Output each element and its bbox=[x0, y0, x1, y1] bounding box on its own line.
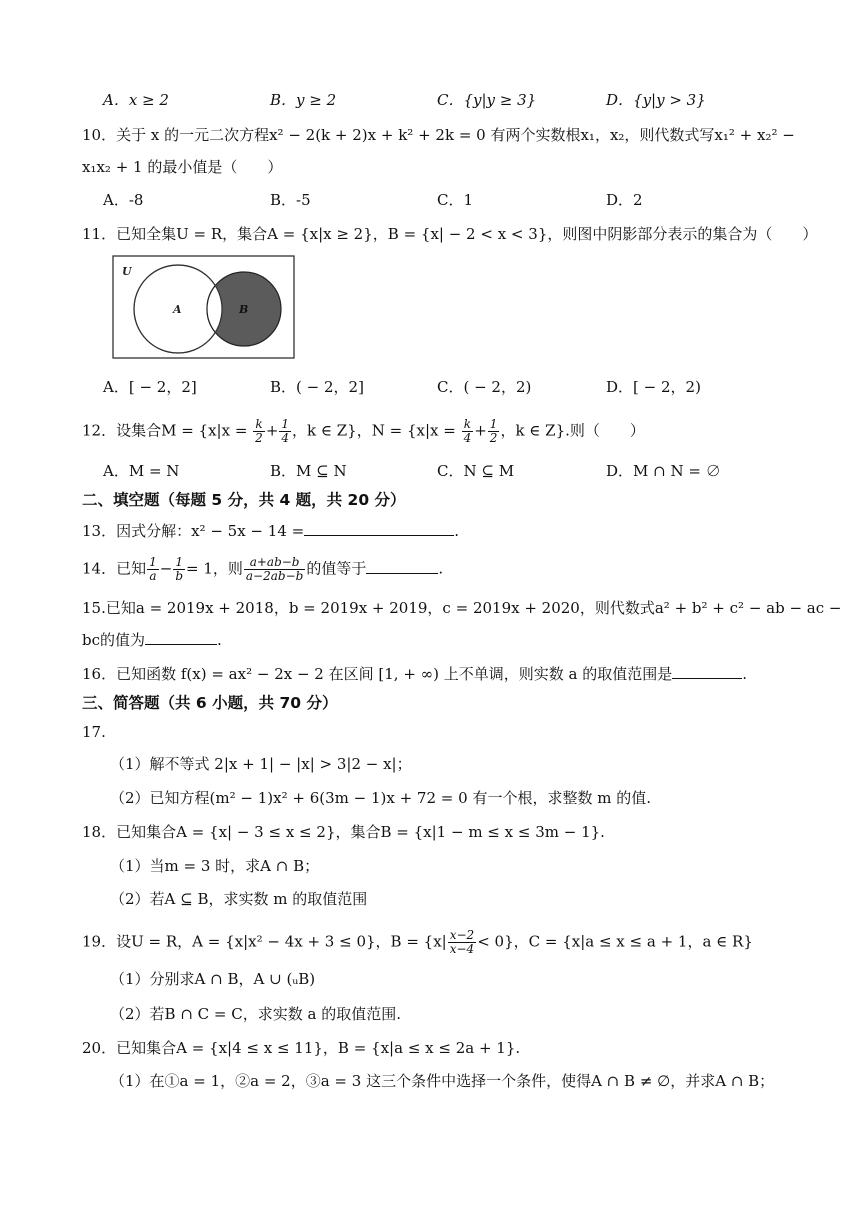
q14-answer-blank[interactable] bbox=[366, 559, 438, 574]
q19-fraction: $\frac{x-2}{x-4}$ bbox=[449, 928, 475, 956]
q12-fraction-2: $\frac{1}{4}$ bbox=[281, 417, 290, 445]
q19-suffix: < 0}，C = {x|a ≤ x ≤ a + 1，a ∈ R} bbox=[477, 932, 753, 951]
q14-prefix: 14．已知 bbox=[82, 559, 147, 578]
q20-part-1: （1）在①a = 1，②a = 2，③a = 3 这三个条件中选择一个条件，使得A ∩ B ≠ ∅，并求A ∩ B； bbox=[110, 1072, 775, 1090]
q12-option-b: B．M ⊆ N bbox=[270, 462, 347, 480]
q20-stem: 20．已知集合A = {x|4 ≤ x ≤ 11}，B = {x|a ≤ x ≤ 2a + 1}. bbox=[82, 1039, 521, 1057]
q15-stem-line1: 15.已知a = 2019x + 2018，b = 2019x + 2019，c = 2019x + 2020，则代数式a² + b² + c² − ab − ac − bbox=[82, 599, 842, 617]
venn-label-a: A bbox=[173, 303, 182, 316]
q12-mid: ，k ∈ Z}，N = {x|x = bbox=[292, 421, 461, 440]
venn-label-b: B bbox=[239, 303, 249, 316]
q18-part-2: （2）若A ⊆ B，求实数 m 的取值范围 bbox=[110, 890, 368, 908]
q19-part-2: （2）若B ∩ C = C，求实数 a 的取值范围. bbox=[110, 1005, 401, 1023]
q15-answer-blank[interactable] bbox=[145, 630, 217, 645]
section-2-heading: 二、填空题（每题 5 分，共 4 题，共 20 分） bbox=[82, 491, 406, 509]
q10-stem-line2: x₁x₂ + 1 的最小值是（ ） bbox=[82, 158, 283, 176]
q12-fraction-4: $\frac{1}{2}$ bbox=[489, 417, 498, 445]
q14-fraction-2: $\frac{1}{b}$ bbox=[175, 555, 183, 583]
q11-option-d: D．[ − 2，2) bbox=[606, 378, 701, 396]
q12-prefix: 12．设集合M = {x|x = bbox=[82, 421, 253, 440]
q9-option-b: B．y ≥ 2 bbox=[270, 91, 337, 109]
q19-stem bbox=[82, 929, 753, 956]
q16-answer-blank[interactable] bbox=[672, 664, 742, 679]
question-13: 13．因式分解：x² − 5x − 14 = . bbox=[82, 522, 459, 540]
q12-plus-2: + bbox=[474, 421, 487, 440]
q9-option-c: C．{y|y ≥ 3} bbox=[437, 91, 537, 109]
q13-answer-blank[interactable] bbox=[304, 521, 454, 536]
q12-plus-1: + bbox=[265, 421, 279, 440]
q14-fraction-3: $\frac{a+ab-b}{a-2ab-b}$ bbox=[245, 555, 304, 583]
q12-option-c: C．N ⊆ M bbox=[437, 462, 515, 480]
q17-part-2: （2）已知方程(m² − 1)x² + 6(3m − 1)x + 72 = 0 有一个根，求整数 m 的值. bbox=[110, 789, 651, 807]
q12-stem bbox=[82, 418, 645, 445]
q11-option-b: B．( − 2，2] bbox=[270, 378, 364, 396]
q10-option-a: A．-8 bbox=[103, 191, 144, 209]
q12-suffix: ，k ∈ Z}.则（ ） bbox=[500, 421, 645, 440]
q10-option-b: B．-5 bbox=[270, 191, 311, 209]
q12-option-a: A．M = N bbox=[103, 462, 180, 480]
q16-stem: 16．已知函数 f(x) = ax² − 2x − 2 在区间 [1, + ∞) 上不单调，则实数 a 的取值范围是 bbox=[82, 665, 673, 683]
q10-option-c: C．1 bbox=[437, 191, 474, 209]
q12-fraction-3: $\frac{k}{4}$ bbox=[463, 417, 472, 445]
question-14: 14．已知 $\frac{1}{a}$ − $\frac{1}{b}$ = 1，则 $\frac{a+ab-b}{a-2ab-b}$ 的值等于 . bbox=[82, 555, 444, 583]
q19-prefix: 19．设U = R，A = {x|x² − 4x + 3 ≤ 0}，B = {x| bbox=[82, 932, 447, 951]
q14-fraction-1: $\frac{1}{a}$ bbox=[149, 555, 157, 583]
q11-stem: 11．已知全集U = R，集合A = {x|x ≥ 2}，B = {x| − 2 < x < 3}，则图中阴影部分表示的集合为（ ） bbox=[82, 225, 818, 243]
q18-stem: 18．已知集合A = {x| − 3 ≤ x ≤ 2}，集合B = {x|1 − m ≤ x ≤ 3m − 1}. bbox=[82, 823, 605, 841]
q10-option-d: D．2 bbox=[606, 191, 643, 209]
q17-part-1: （1）解不等式 2|x + 1| − |x| > 3|2 − x|； bbox=[110, 755, 412, 773]
q12-option-d: D．M ∩ N = ∅ bbox=[606, 462, 721, 480]
q12-fraction-1: $\frac{k}{2}$ bbox=[255, 417, 263, 445]
q13-stem: 13．因式分解：x² − 5x − 14 = bbox=[82, 522, 305, 540]
question-16: 16．已知函数 f(x) = ax² − 2x − 2 在区间 [1, + ∞) 上不单调，则实数 a 的取值范围是 . bbox=[82, 665, 748, 683]
q11-option-c: C．( − 2，2) bbox=[437, 378, 532, 396]
q9-option-d: D．{y|y > 3} bbox=[606, 91, 706, 109]
venn-diagram bbox=[112, 255, 296, 361]
q15-stem-line2: bc的值为 . bbox=[82, 631, 222, 649]
q19-part-1: （1）分别求A ∩ B，A ∪ (ᵤB) bbox=[110, 970, 316, 988]
q11-option-a: A．[ − 2，2] bbox=[103, 378, 197, 396]
section-3-heading: 三、简答题（共 6 小题，共 70 分） bbox=[82, 694, 338, 712]
venn-label-u: U bbox=[122, 265, 132, 278]
q9-option-a: A．x ≥ 2 bbox=[103, 91, 169, 109]
q18-part-1: （1）当m = 3 时，求A ∩ B； bbox=[110, 857, 320, 875]
q17-number: 17. bbox=[82, 723, 106, 741]
q10-stem-line1: 10．关于 x 的一元二次方程x² − 2(k + 2)x + k² + 2k = 0 有两个实数根x₁，x₂，则代数式写x₁² + x₂² − bbox=[82, 126, 795, 144]
